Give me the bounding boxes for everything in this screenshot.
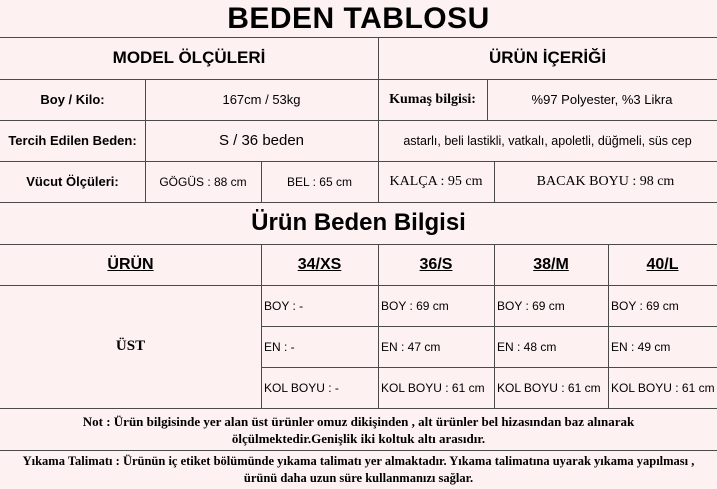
waist-measurement: BEL : 65 cm [287,174,352,189]
preferred-size-value: S / 36 beden [218,132,305,149]
row-label-top: ÜST [115,338,146,354]
height-weight-label: Boy / Kilo: [40,92,105,107]
body-measurements-label: Vücut Ölçüleri: [26,174,119,189]
table-cell: EN : 48 cm [497,339,557,354]
table-cell: BOY : 69 cm [381,298,449,313]
height-weight-value: 167cm / 53kg [222,92,301,107]
page-title: BEDEN TABLOSU [227,1,490,35]
model-section-title: MODEL ÖLÇÜLERİ [112,48,266,67]
table-cell: EN : - [264,339,295,354]
column-header-product: ÜRÜN [107,255,154,273]
chest-measurement: GÖGÜS : 88 cm [159,174,247,189]
measurement-note: Not : Ürün bilgisinde yer alan üst ürünler omuz dikişinden , alt ürünler bel hizasından baz alınarak ölçülmektedir.Genişlik iki koltuk altı arasıdır. [82,413,635,446]
column-header-xs: 34/XS [297,255,342,273]
table-cell: BOY : 69 cm [611,298,679,313]
table-cell: KOL BOYU : 61 cm [497,380,601,395]
product-section-title: ÜRÜN İÇERİĞİ [488,48,607,67]
hip-measurement: KALÇA : 95 cm [389,173,483,189]
washing-note: Yıkama Talimatı : Ürünün iç etiket bölümünde yıkama talimatı yer almaktadır. Yıkama talimatına uyarak yıkama yapılması , ürünü daha uzun süre kullanmanızı sağlar. [22,454,695,485]
table-cell: KOL BOYU : - [264,380,339,395]
size-info-title: Ürün Beden Bilgisi [251,209,466,236]
leg-measurement: BACAK BOYU : 98 cm [536,173,675,189]
fabric-value: %97 Polyester, %3 Likra [531,92,673,107]
table-cell: EN : 49 cm [611,339,671,354]
fabric-label: Kumaş bilgisi: [389,91,476,107]
product-features: astarlı, beli lastikli, vatkalı, apoletli, düğmeli, süs cep [403,133,692,148]
table-cell: BOY : 69 cm [497,298,565,313]
table-cell: BOY : - [264,298,304,313]
preferred-size-label: Tercih Edilen Beden: [8,133,137,148]
table-cell: EN : 47 cm [381,339,441,354]
table-cell: KOL BOYU : 61 cm [381,380,485,395]
column-header-m: 38/M [533,255,569,273]
column-header-l: 40/L [646,255,679,273]
column-header-s: 36/S [419,255,453,273]
table-cell: KOL BOYU : 61 cm [611,380,715,395]
